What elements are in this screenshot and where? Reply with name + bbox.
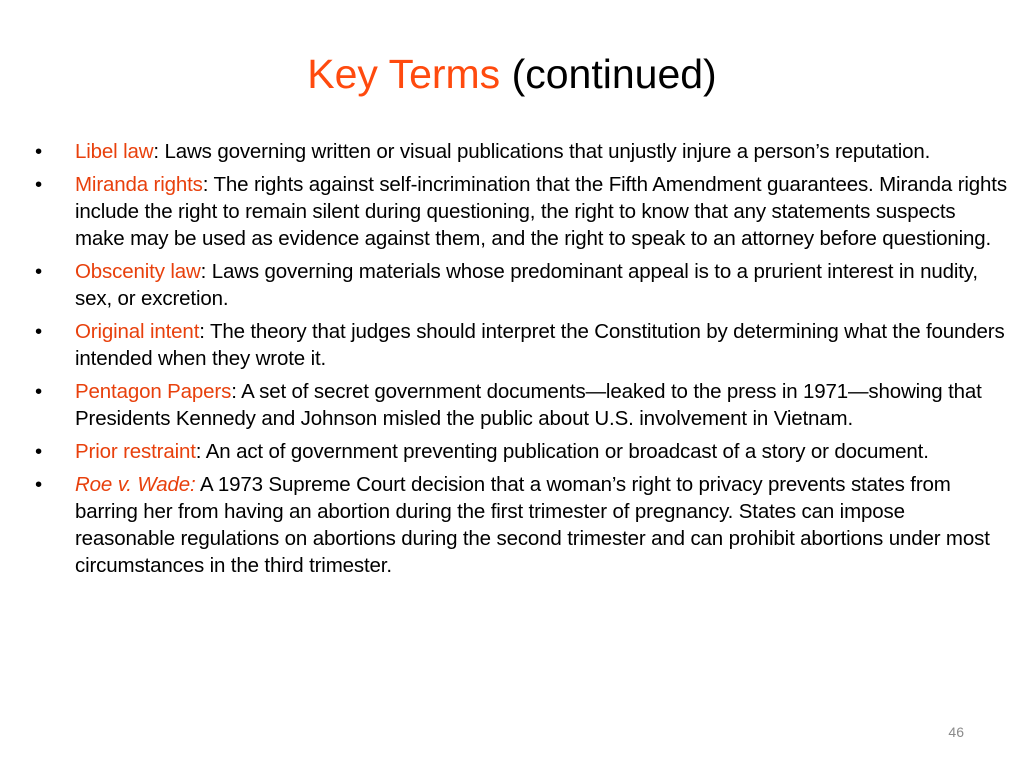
list-item bbox=[35, 171, 1010, 252]
bullet-icon: • bbox=[35, 260, 43, 283]
term-name: Obscenity law bbox=[75, 260, 201, 283]
list-item bbox=[35, 258, 1010, 312]
bullet-icon: • bbox=[35, 473, 43, 496]
term-definition: Laws governing materials whose predominant appeal is to a prurient interest in nudity, sex, or excretion. bbox=[75, 260, 978, 310]
term-colon: : bbox=[195, 440, 202, 463]
term-definition: An act of government preventing publication or broadcast of a story or document. bbox=[205, 440, 929, 463]
bullet-icon: • bbox=[35, 320, 43, 343]
list-item bbox=[35, 318, 1010, 372]
term-name: Libel law bbox=[75, 140, 154, 163]
bullet-icon: • bbox=[35, 380, 43, 403]
list-item bbox=[35, 138, 1010, 165]
list-item bbox=[35, 378, 1010, 432]
title-rest: (continued) bbox=[511, 51, 717, 97]
term-colon: : bbox=[199, 320, 205, 343]
term-definition: A set of secret government documents—leaked to the press in 1971—showing that Presidents Kennedy and Johnson misled the public about U.S. involvement in Vietnam. bbox=[75, 380, 982, 430]
term-name: Roe v. Wade bbox=[75, 473, 190, 496]
page-title bbox=[0, 46, 1024, 102]
list-item bbox=[35, 471, 1010, 579]
title-accent: Key Terms bbox=[307, 51, 501, 97]
term-colon: : bbox=[189, 473, 196, 496]
page-number: 46 bbox=[948, 724, 964, 740]
bullet-icon: • bbox=[35, 440, 43, 463]
list-item bbox=[35, 438, 1010, 465]
bullet-icon: • bbox=[35, 140, 43, 163]
term-colon: : bbox=[200, 260, 207, 283]
term-definition: The rights against self-incrimination that the Fifth Amendment guarantees. Miranda rights include the right to remain silent during questioning, the right to know that any statements suspects make may be used as evidence against them, and the right to speak to an attorney before questioning. bbox=[75, 173, 1007, 250]
term-name: Pentagon Papers bbox=[75, 380, 232, 403]
bullet-icon: • bbox=[35, 173, 43, 196]
term-definition: Laws governing written or visual publications that unjustly injure a person’s reputation. bbox=[164, 140, 931, 163]
term-colon: : bbox=[202, 173, 209, 196]
term-name: Original intent bbox=[75, 320, 200, 343]
term-colon: : bbox=[231, 380, 237, 403]
term-definition: The theory that judges should interpret the Constitution by determining what the founders intended when they wrote it. bbox=[75, 320, 1005, 370]
term-definition: A 1973 Supreme Court decision that a woman’s right to privacy prevents states from barring her from having an abortion during the first trimester of pregnancy. States can impose reasonable regulations on abortions during the second trimester and can prohibit abortions under most circumstances in the third trimester. bbox=[75, 473, 990, 577]
key-terms-list bbox=[35, 138, 1010, 585]
term-name: Prior restraint bbox=[75, 440, 196, 463]
term-name: Miranda rights bbox=[75, 173, 203, 196]
term-colon: : bbox=[153, 140, 159, 163]
